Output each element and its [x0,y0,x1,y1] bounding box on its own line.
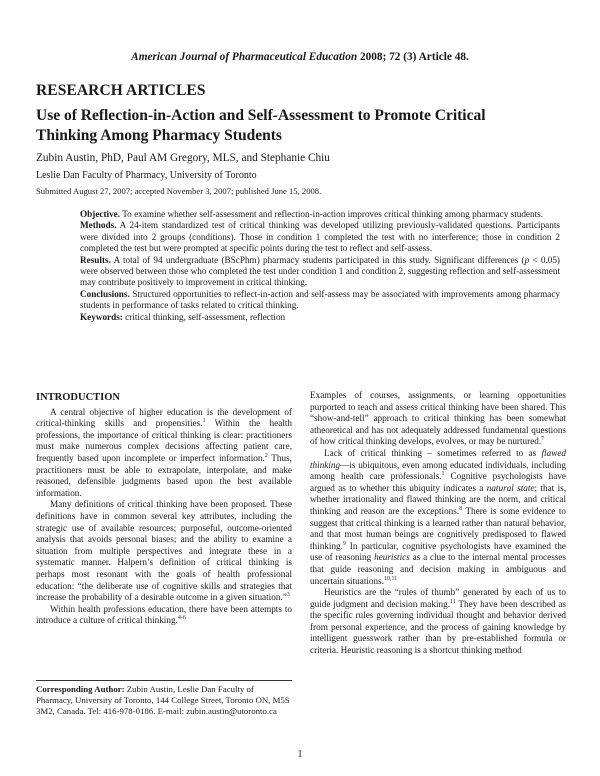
conclusions-label: Conclusions. [80,288,130,299]
abstract-objective [80,209,560,220]
citation-ref: 3 [286,592,290,599]
results-text: A total of 94 undergraduate (BScPhm) pharmacy students participated in this study. Significant differences ( [113,254,525,265]
right-paragraph-3 [310,587,566,657]
methods-label: Methods. [80,220,117,231]
text: Within the health professions, the importance of critical thinking is clear: practitioners must make numerous complex decisions affecting patient care, frequently based upon incomplete or imperfect information. [36,418,292,463]
text: Heuristics are the “rules of thumb” generated by each of us to guide judgment and decision making. [310,587,566,609]
right-paragraph-1 [310,390,566,448]
intro-heading: INTRODUCTION [36,392,121,403]
corresponding-text: Zubin Austin, Leslie Dan Faculty of Pharmacy, University of Toronto, 144 College Street, Toronto ON, M5S 3M2, Canada. Tel: 416-978-0186. E-mail: zubin.austin@utoronto.ca [36,684,290,716]
conclusions-text: Structured opportunities to reflect-in-action and self-assess may be associated with improvements among pharmacy students in performance of tasks related to critical thinking. [80,288,560,311]
corresponding-author [36,684,292,717]
text: Many definitions of critical thinking have been proposed. These definitions have in common several key attributes, including the strategic use of available resources; purposeful, outcome-oriented analysis that avoids personal biases; and the ability to examine a situation from multiple perspectives and integrate these in a systematic manner. Halpern’s definition of critical thinking is perhaps most resonant with the goals of health professional education: “the deliberate use of cognitive skills and strategies that increase the probability of a desirable outcome in a given situation.” [36,499,292,603]
page-number: 1 [297,749,303,760]
text: There is some evidence to suggest that critical thinking is a learned rather than natural behavior, and that most human beings are cognitively predisposed to flawed thinking. [310,505,566,551]
intro-paragraph-1 [36,407,292,500]
journal-name: American Journal of Pharmaceutical Education [131,51,358,63]
text: They have been described as the specific rules governing individual thought and behavior derived from personal experience, and the process of gaining knowledge by intelligent guesswork rather than by pre-established formula or criteria. Heuristic reasoning is a shortcut thinking method [310,598,566,656]
emphasis: flawed thinking [310,447,566,470]
right-column [310,390,566,657]
text: In particular, cognitive psychologists have examined the use of reasoning [310,540,566,563]
text: Thus, practitioners must be able to extrapolate, interpolate, and make reasoned, defensible judgments based upon the best available information. [36,452,292,498]
citation-ref: 8 [459,505,463,512]
text: Within health professions education, there have been attempts to introduce a culture of critical thinking. [36,603,292,626]
footnote-divider [36,680,292,681]
corresponding-label: Corresponding Author: [36,684,125,694]
intro-paragraph-2 [36,499,292,603]
intro-paragraph-3 [36,604,292,627]
citation-ref: 1 [441,471,445,478]
emphasis: natural state [486,482,535,493]
citation-ref: 4-6 [177,615,186,622]
citation-ref: 1 [202,418,206,425]
citation-ref: 7 [541,436,545,443]
keywords-text: critical thinking, self-assessment, reflection [125,311,286,322]
affiliation: Leslie Dan Faculty of Pharmacy, University of Toronto [36,170,257,181]
text: Cognitive psychologists have argued as to whether this ubiquity indicates a [310,471,567,493]
objective-label: Objective. [80,209,121,219]
abstract-results [80,255,560,289]
abstract-conclusions [80,289,560,312]
abstract [80,209,560,323]
section-heading: RESEARCH ARTICLES [36,82,206,99]
methods-text: A 24-item standardized test of critical thinking was developed utilizing previously-validated questions. Participants were divided into 2 groups (conditions). Those in condition 1 completed the test with no interference; those in condition 2 completed the test but were prompted at specific points during the test to reflect and self-assess. [80,220,560,254]
emphasis: heuristics [374,552,410,563]
text: ; that is, whether irrationality and flawed thinking are the norm, and critical thinking and reason are the exceptions. [310,482,566,516]
right-paragraph-2 [310,448,566,587]
text: —is ubiquitous, even among educated individuals, including among health care professionals. [310,459,566,482]
citation-ref: 9 [342,540,346,547]
keywords-label: Keywords: [80,311,123,322]
text: Lack of critical thinking – sometimes referred to as [324,447,542,458]
p-value-symbol: p [524,254,530,265]
publication-dates: Submitted August 27, 2007; accepted November 3, 2007; published June 15, 2008. [36,186,322,196]
authors: Zubin Austin, PhD, Paul AM Gregory, MLS, and Stephanie Chiu [36,152,330,164]
article-title: Use of Reflection-in-Action and Self-Assessment to Promote Critical Thinking Among Pharmacy Students [36,107,486,144]
citation-ref: 10,11 [384,575,398,582]
citation-ref: 2 [264,452,268,459]
journal-header [0,51,600,63]
text: as a clue to the internal mental processes that guide reasoning and decision making in ambiguous and uncertain situations. [310,552,567,586]
text: Examples of courses, assignments, or learning opportunities purported to teach and assess critical thinking have been shared. This “show-and-tell” approach to critical thinking has been somewhat atheoretical and has not adequately addressed fundamental questions of how critical thinking develops, evolves, or may be nurtured. [310,390,566,447]
objective-text: To examine whether self-assessment and reflection-in-action improves critical thinking among pharmacy students. [122,209,544,219]
results-text-cont: < 0.05) were observed between those who completed the test under condition 1 and condition 2, suggesting reflection and self-assessment may contribute positively to improvement in critical thinking. [80,254,560,288]
results-label: Results. [80,254,111,265]
abstract-keywords [80,312,560,323]
abstract-methods [80,220,560,254]
journal-citation: 2008; 72 (3) Article 48. [359,51,469,63]
text: A central objective of higher education is the development of critical-thinking skills and propensities. [36,406,292,429]
left-column [36,392,292,627]
citation-ref: 11 [450,598,456,605]
